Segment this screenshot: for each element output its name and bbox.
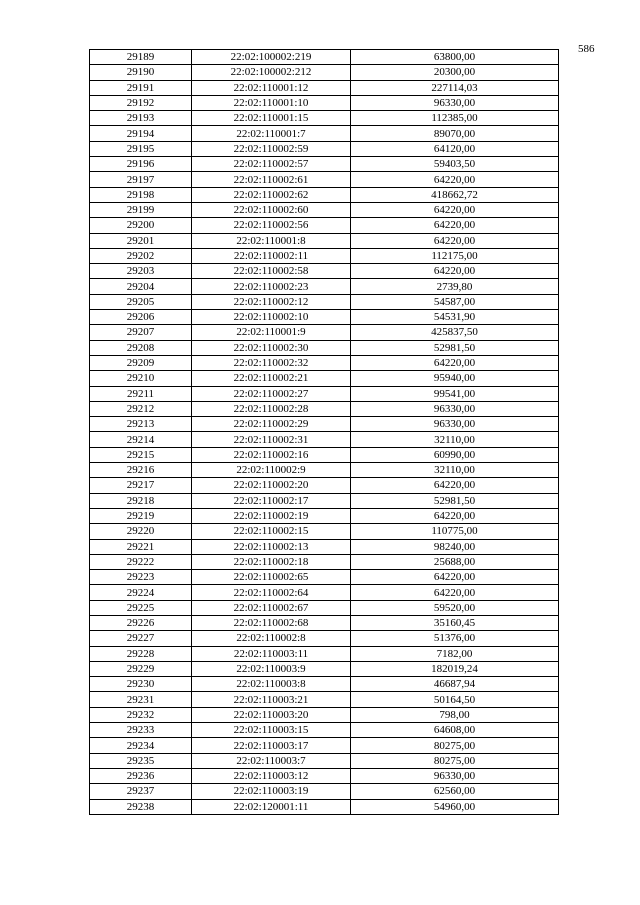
row-number-cell: 29214 [90,432,192,447]
table-row [90,570,559,585]
row-number-cell: 29194 [90,126,192,141]
row-number-cell: 29208 [90,340,192,355]
value-cell: 64220,00 [351,570,559,585]
value-cell: 51376,00 [351,631,559,646]
row-number-cell: 29215 [90,447,192,462]
row-number-cell: 29211 [90,386,192,401]
value-cell: 182019,24 [351,661,559,676]
value-cell: 96330,00 [351,401,559,416]
value-cell: 96330,00 [351,768,559,783]
cadastral-number-cell: 22:02:110002:31 [192,432,351,447]
table-row [90,447,559,462]
value-cell: 35160,45 [351,615,559,630]
value-cell: 96330,00 [351,95,559,110]
value-cell: 54960,00 [351,799,559,814]
row-number-cell: 29233 [90,723,192,738]
row-number-cell: 29206 [90,310,192,325]
cadastral-number-cell: 22:02:110003:19 [192,784,351,799]
value-cell: 89070,00 [351,126,559,141]
cadastral-number-cell: 22:02:110002:20 [192,478,351,493]
value-cell: 64220,00 [351,585,559,600]
table-row [90,141,559,156]
cadastral-number-cell: 22:02:110002:10 [192,310,351,325]
cadastral-number-cell: 22:02:110003:15 [192,723,351,738]
cadastral-number-cell: 22:02:110002:62 [192,187,351,202]
cadastral-number-cell: 22:02:110002:68 [192,615,351,630]
table-row [90,401,559,416]
row-number-cell: 29225 [90,600,192,615]
value-cell: 112385,00 [351,111,559,126]
row-number-cell: 29192 [90,95,192,110]
table-row [90,508,559,523]
table-row [90,753,559,768]
value-cell: 50164,50 [351,692,559,707]
row-number-cell: 29222 [90,554,192,569]
value-cell: 59403,50 [351,157,559,172]
cadastral-number-cell: 22:02:110002:15 [192,524,351,539]
table-row [90,631,559,646]
value-cell: 25688,00 [351,554,559,569]
table-row [90,723,559,738]
cadastral-number-cell: 22:02:110003:8 [192,677,351,692]
row-number-cell: 29230 [90,677,192,692]
cadastral-number-cell: 22:02:110002:30 [192,340,351,355]
table-row [90,799,559,814]
table-row [90,463,559,478]
row-number-cell: 29191 [90,80,192,95]
row-number-cell: 29229 [90,661,192,676]
row-number-cell: 29232 [90,707,192,722]
table-body [90,50,559,815]
row-number-cell: 29213 [90,417,192,432]
value-cell: 60990,00 [351,447,559,462]
cadastral-number-cell: 22:02:110002:56 [192,218,351,233]
row-number-cell: 29201 [90,233,192,248]
table-row [90,310,559,325]
cadastral-number-cell: 22:02:110003:20 [192,707,351,722]
cadastral-number-cell: 22:02:100002:219 [192,50,351,65]
cadastral-number-cell: 22:02:110002:16 [192,447,351,462]
cadastral-number-cell: 22:02:110003:7 [192,753,351,768]
table-row [90,187,559,202]
table-row [90,340,559,355]
table-row [90,111,559,126]
value-cell: 99541,00 [351,386,559,401]
table-row [90,707,559,722]
row-number-cell: 29210 [90,371,192,386]
row-number-cell: 29209 [90,355,192,370]
cadastral-number-cell: 22:02:110002:12 [192,294,351,309]
cadastral-number-cell: 22:02:110002:28 [192,401,351,416]
cadastral-number-cell: 22:02:120001:11 [192,799,351,814]
cadastral-number-cell: 22:02:110003:12 [192,768,351,783]
value-cell: 54587,00 [351,294,559,309]
cadastral-number-cell: 22:02:110002:58 [192,264,351,279]
table-row [90,218,559,233]
value-cell: 64220,00 [351,478,559,493]
value-cell: 64120,00 [351,141,559,156]
row-number-cell: 29218 [90,493,192,508]
cadastral-number-cell: 22:02:110002:32 [192,355,351,370]
row-number-cell: 29237 [90,784,192,799]
cadastral-number-cell: 22:02:110001:12 [192,80,351,95]
table-row [90,325,559,340]
value-cell: 80275,00 [351,753,559,768]
cadastral-number-cell: 22:02:110001:9 [192,325,351,340]
cadastral-number-cell: 22:02:110002:17 [192,493,351,508]
cadastral-number-cell: 22:02:110002:67 [192,600,351,615]
row-number-cell: 29234 [90,738,192,753]
row-number-cell: 29236 [90,768,192,783]
row-number-cell: 29223 [90,570,192,585]
table-row [90,279,559,294]
row-number-cell: 29231 [90,692,192,707]
value-cell: 2739,80 [351,279,559,294]
row-number-cell: 29212 [90,401,192,416]
value-cell: 32110,00 [351,432,559,447]
row-number-cell: 29205 [90,294,192,309]
row-number-cell: 29238 [90,799,192,814]
row-number-cell: 29221 [90,539,192,554]
table-row [90,80,559,95]
row-number-cell: 29197 [90,172,192,187]
cadastral-number-cell: 22:02:110002:23 [192,279,351,294]
cadastral-number-cell: 22:02:110003:21 [192,692,351,707]
row-number-cell: 29204 [90,279,192,294]
table-row [90,417,559,432]
table-row [90,493,559,508]
table-row [90,677,559,692]
cadastral-number-cell: 22:02:110001:15 [192,111,351,126]
table-row [90,264,559,279]
table-row [90,784,559,799]
table-row [90,478,559,493]
row-number-cell: 29219 [90,508,192,523]
value-cell: 418662,72 [351,187,559,202]
value-cell: 110775,00 [351,524,559,539]
row-number-cell: 29198 [90,187,192,202]
table-row [90,95,559,110]
value-cell: 52981,50 [351,340,559,355]
value-cell: 112175,00 [351,248,559,263]
cadastral-number-cell: 22:02:110002:19 [192,508,351,523]
table-row [90,768,559,783]
cadastral-number-cell: 22:02:110001:7 [192,126,351,141]
value-cell: 64220,00 [351,218,559,233]
table-row [90,172,559,187]
cadastral-number-cell: 22:02:110001:10 [192,95,351,110]
table-row [90,646,559,661]
cadastral-number-cell: 22:02:110002:21 [192,371,351,386]
row-number-cell: 29203 [90,264,192,279]
table-row [90,432,559,447]
value-cell: 64220,00 [351,264,559,279]
table-row [90,371,559,386]
value-cell: 227114,03 [351,80,559,95]
table-row [90,355,559,370]
cadastral-number-cell: 22:02:110002:18 [192,554,351,569]
table-row [90,738,559,753]
cadastral-number-cell: 22:02:110003:9 [192,661,351,676]
cadastral-number-cell: 22:02:110002:27 [192,386,351,401]
row-number-cell: 29195 [90,141,192,156]
table-row [90,294,559,309]
table-row [90,661,559,676]
row-number-cell: 29196 [90,157,192,172]
table-row [90,50,559,65]
value-cell: 98240,00 [351,539,559,554]
row-number-cell: 29189 [90,50,192,65]
table-row [90,585,559,600]
table-row [90,157,559,172]
row-number-cell: 29217 [90,478,192,493]
value-cell: 425837,50 [351,325,559,340]
row-number-cell: 29202 [90,248,192,263]
cadastral-number-cell: 22:02:110002:8 [192,631,351,646]
value-cell: 46687,94 [351,677,559,692]
row-number-cell: 29227 [90,631,192,646]
table-row [90,233,559,248]
row-number-cell: 29190 [90,65,192,80]
row-number-cell: 29216 [90,463,192,478]
cadastral-number-cell: 22:02:110002:57 [192,157,351,172]
row-number-cell: 29199 [90,202,192,217]
value-cell: 64608,00 [351,723,559,738]
table-row [90,202,559,217]
row-number-cell: 29200 [90,218,192,233]
page-number: 586 [578,43,595,55]
value-cell: 64220,00 [351,508,559,523]
table-row [90,539,559,554]
value-cell: 62560,00 [351,784,559,799]
cadastral-number-cell: 22:02:100002:212 [192,65,351,80]
table-row [90,248,559,263]
value-cell: 7182,00 [351,646,559,661]
table-row [90,554,559,569]
row-number-cell: 29207 [90,325,192,340]
cadastral-number-cell: 22:02:110002:60 [192,202,351,217]
cadastral-number-cell: 22:02:110003:17 [192,738,351,753]
cadastral-number-cell: 22:02:110002:11 [192,248,351,263]
table-row [90,65,559,80]
cadastral-number-cell: 22:02:110002:59 [192,141,351,156]
cadastral-number-cell: 22:02:110002:65 [192,570,351,585]
value-cell: 32110,00 [351,463,559,478]
value-cell: 80275,00 [351,738,559,753]
data-table [89,49,559,815]
cadastral-number-cell: 22:02:110002:64 [192,585,351,600]
value-cell: 798,00 [351,707,559,722]
value-cell: 64220,00 [351,202,559,217]
cadastral-number-cell: 22:02:110002:13 [192,539,351,554]
table-row [90,600,559,615]
value-cell: 59520,00 [351,600,559,615]
cadastral-number-cell: 22:02:110001:8 [192,233,351,248]
value-cell: 95940,00 [351,371,559,386]
value-cell: 64220,00 [351,233,559,248]
row-number-cell: 29224 [90,585,192,600]
value-cell: 64220,00 [351,172,559,187]
cadastral-number-cell: 22:02:110002:29 [192,417,351,432]
value-cell: 54531,90 [351,310,559,325]
row-number-cell: 29193 [90,111,192,126]
value-cell: 63800,00 [351,50,559,65]
cadastral-number-cell: 22:02:110002:9 [192,463,351,478]
row-number-cell: 29220 [90,524,192,539]
row-number-cell: 29226 [90,615,192,630]
row-number-cell: 29235 [90,753,192,768]
row-number-cell: 29228 [90,646,192,661]
table-row [90,386,559,401]
table-row [90,524,559,539]
cadastral-number-cell: 22:02:110002:61 [192,172,351,187]
cadastral-number-cell: 22:02:110003:11 [192,646,351,661]
value-cell: 96330,00 [351,417,559,432]
table-row [90,615,559,630]
table-row [90,126,559,141]
value-cell: 20300,00 [351,65,559,80]
value-cell: 64220,00 [351,355,559,370]
value-cell: 52981,50 [351,493,559,508]
table-row [90,692,559,707]
